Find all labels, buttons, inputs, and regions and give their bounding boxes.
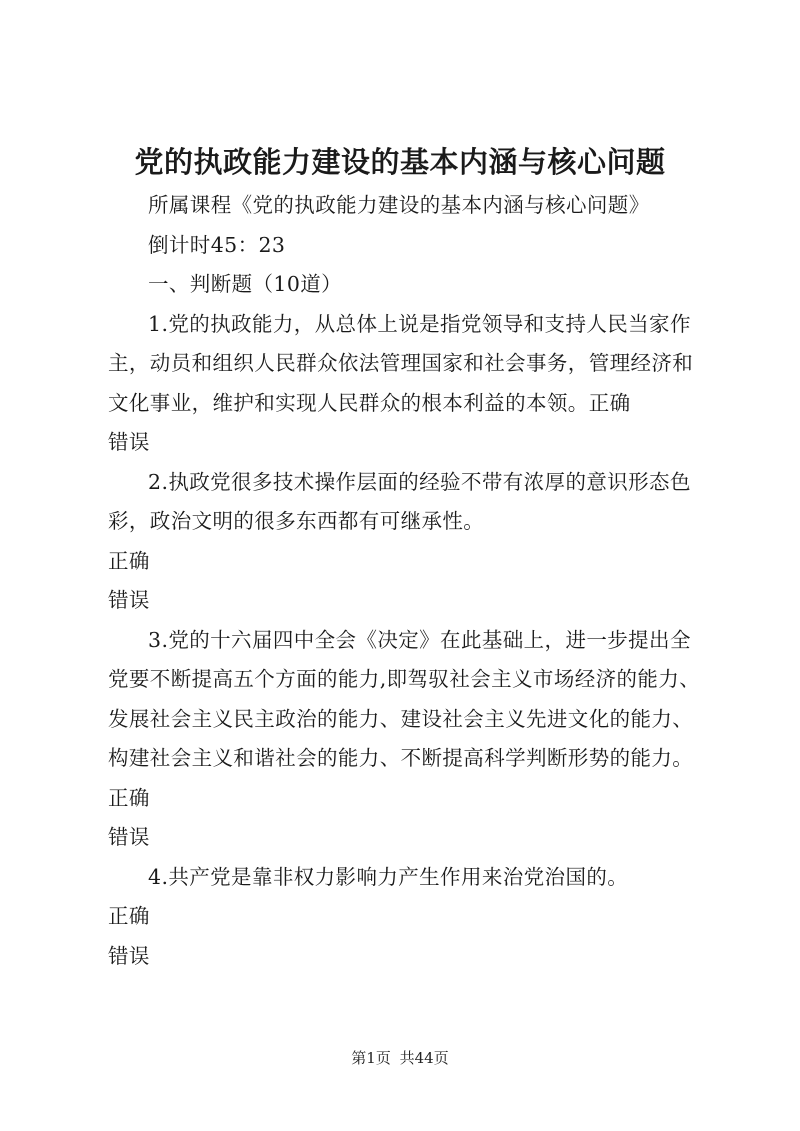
- question-1-option-false[interactable]: 错误: [108, 430, 150, 454]
- question-3-option-true[interactable]: 正确: [108, 785, 150, 810]
- question-1-text: 1.党的执政能力，从总体上说是指党领导和支持人民当家作主，动员和组织人民群众依法管理国家和社会事务，管理经济和文化事业，维护和实现人民群众的根本利益的本领。正确: [108, 311, 694, 415]
- page-number: 第1页: [351, 1049, 391, 1067]
- question-2-option-false[interactable]: 错误: [108, 588, 150, 612]
- question-4-text: 4.共产党是靠非权力影响力产生作用来治党治国的。: [148, 864, 629, 889]
- question-3-text: 3.党的十六届四中全会《决定》在此基础上，进一步提出全党要不断提高五个方面的能力,即驾驭社会主义市场经济的能力、发展社会主义民主政治的能力、建设社会主义先进文化的能力、构建社会主义和谐社会的能力、不断提高科学判断形势的能力。: [108, 627, 701, 770]
- question-4-option-true[interactable]: 正确: [108, 904, 150, 928]
- question-4-option-false[interactable]: 错误: [108, 943, 150, 968]
- question-2-text: 2.执政党很多技术操作层面的经验不带有浓厚的意识形态色彩，政治文明的很多东西都有可继承性。: [108, 469, 691, 533]
- document-title: 党的执政能力建设的基本内涵与核心问题: [134, 145, 666, 179]
- course-line: 所属课程《党的执政能力建设的基本内涵与核心问题》: [148, 193, 650, 217]
- page-footer: [0, 1048, 800, 1068]
- question-2-option-true[interactable]: 正确: [108, 548, 150, 573]
- page-total: 共44页: [399, 1049, 449, 1067]
- section-heading: 一、判断题（10道）: [148, 272, 343, 296]
- document-body: [108, 186, 708, 976]
- question-3-option-false[interactable]: 错误: [108, 825, 150, 849]
- countdown-timer: 倒计时45：23: [148, 232, 286, 257]
